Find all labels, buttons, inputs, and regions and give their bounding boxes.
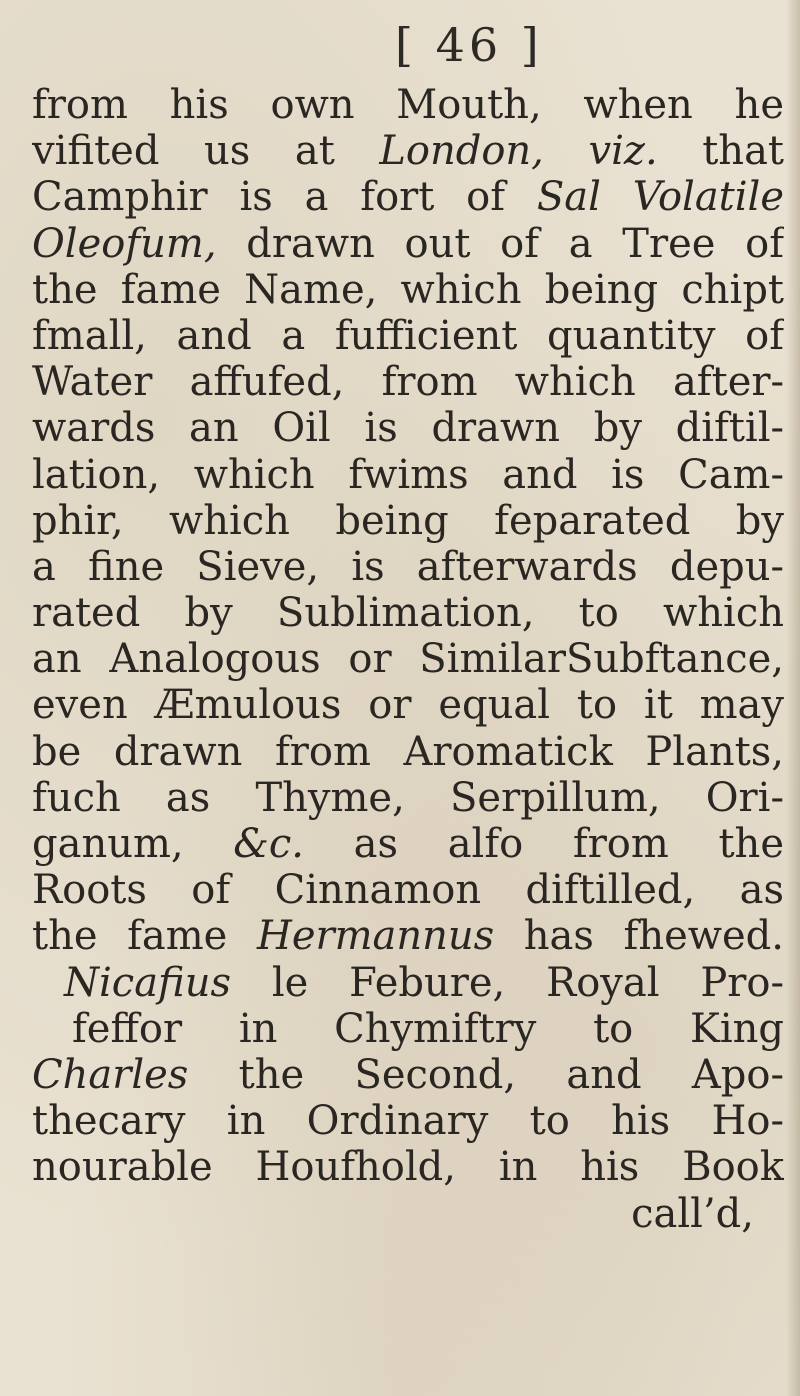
text-line	[32, 174, 784, 220]
text-line	[32, 682, 784, 728]
text-run: that	[657, 128, 784, 175]
text-line	[32, 729, 784, 775]
text-run: from his own Mouth, when he	[32, 82, 784, 128]
text-run: thecary in Ordinary to his Ho-	[32, 1098, 784, 1145]
text-line	[32, 913, 784, 959]
text-line	[32, 313, 784, 359]
italic-text: Charles	[32, 1051, 189, 1098]
text-run: drawn out of a Tree of	[216, 220, 784, 267]
text-line	[32, 498, 784, 544]
text-line	[32, 359, 784, 405]
text-run	[544, 128, 589, 174]
text-line	[32, 128, 784, 174]
text-run: rated by Sublimation, to which	[32, 590, 784, 637]
text-line	[32, 1144, 784, 1190]
text-line	[32, 821, 784, 867]
text-run: a fine Sieve, is afterwards depu-	[32, 543, 784, 590]
text-run: as alfo from the	[304, 821, 784, 867]
text-line	[32, 1191, 784, 1237]
text-line	[32, 590, 784, 636]
text-line	[32, 405, 784, 451]
italic-text: Oleofum,	[32, 220, 217, 267]
text-line	[32, 1098, 784, 1144]
text-line	[32, 636, 784, 682]
text-line	[32, 221, 784, 267]
text-run: be drawn from Aromatick Plants,	[32, 728, 784, 775]
text-run: even Æmulous or equal to it may	[32, 682, 784, 729]
text-run: Water affufed, from which after-	[32, 359, 784, 406]
italic-text: &c.	[233, 821, 305, 867]
text-line	[32, 267, 784, 313]
text-line	[32, 1052, 784, 1098]
text-run: vifited us at	[32, 128, 380, 175]
text-line	[32, 82, 784, 128]
text-run: Roots of Cinnamon diftilled, as	[32, 867, 784, 914]
text-run: call’d,	[631, 1190, 754, 1237]
text-run: nourable Houfhold, in his Book	[32, 1144, 784, 1191]
text-line	[32, 960, 784, 1006]
text-run: the Second, and Apo-	[188, 1051, 784, 1098]
text-run: fmall, and a fufficient quantity of	[32, 312, 784, 359]
text-run: phir, which being feparated by	[32, 497, 784, 544]
page-edge-shadow	[786, 0, 800, 1396]
italic-text: London,	[379, 128, 544, 175]
text-run: an Analogous or SimilarSubftance,	[32, 636, 784, 683]
text-run: feffor in Chymiftry to King	[72, 1005, 784, 1052]
text-run: the fame Name, which being chipt	[32, 266, 784, 313]
text-line	[32, 867, 784, 913]
italic-text: Hermannus	[256, 913, 495, 960]
text-run: Camphir is a fort of	[32, 174, 537, 221]
text-run: the fame	[32, 913, 257, 960]
text-run: wards an Oil is drawn by diftil-	[32, 405, 784, 452]
text-run: has fhewed.	[494, 913, 784, 960]
italic-text: Sal Volatile	[536, 174, 784, 221]
text-line	[32, 1006, 784, 1052]
text-line	[32, 775, 784, 821]
italic-text: Nicafius	[64, 959, 232, 1006]
text-line	[32, 452, 784, 498]
page-number: [ 46 ]	[395, 18, 543, 72]
text-line	[32, 544, 784, 590]
text-run: fuch as Thyme, Serpillum, Ori-	[32, 774, 784, 821]
italic-text: viz.	[588, 128, 658, 175]
text-run: ganum,	[32, 821, 234, 867]
text-run: lation, which fwims and is Cam-	[32, 451, 784, 498]
text-run: le Febure, Royal Pro-	[231, 959, 784, 1006]
body-text	[32, 82, 784, 1237]
